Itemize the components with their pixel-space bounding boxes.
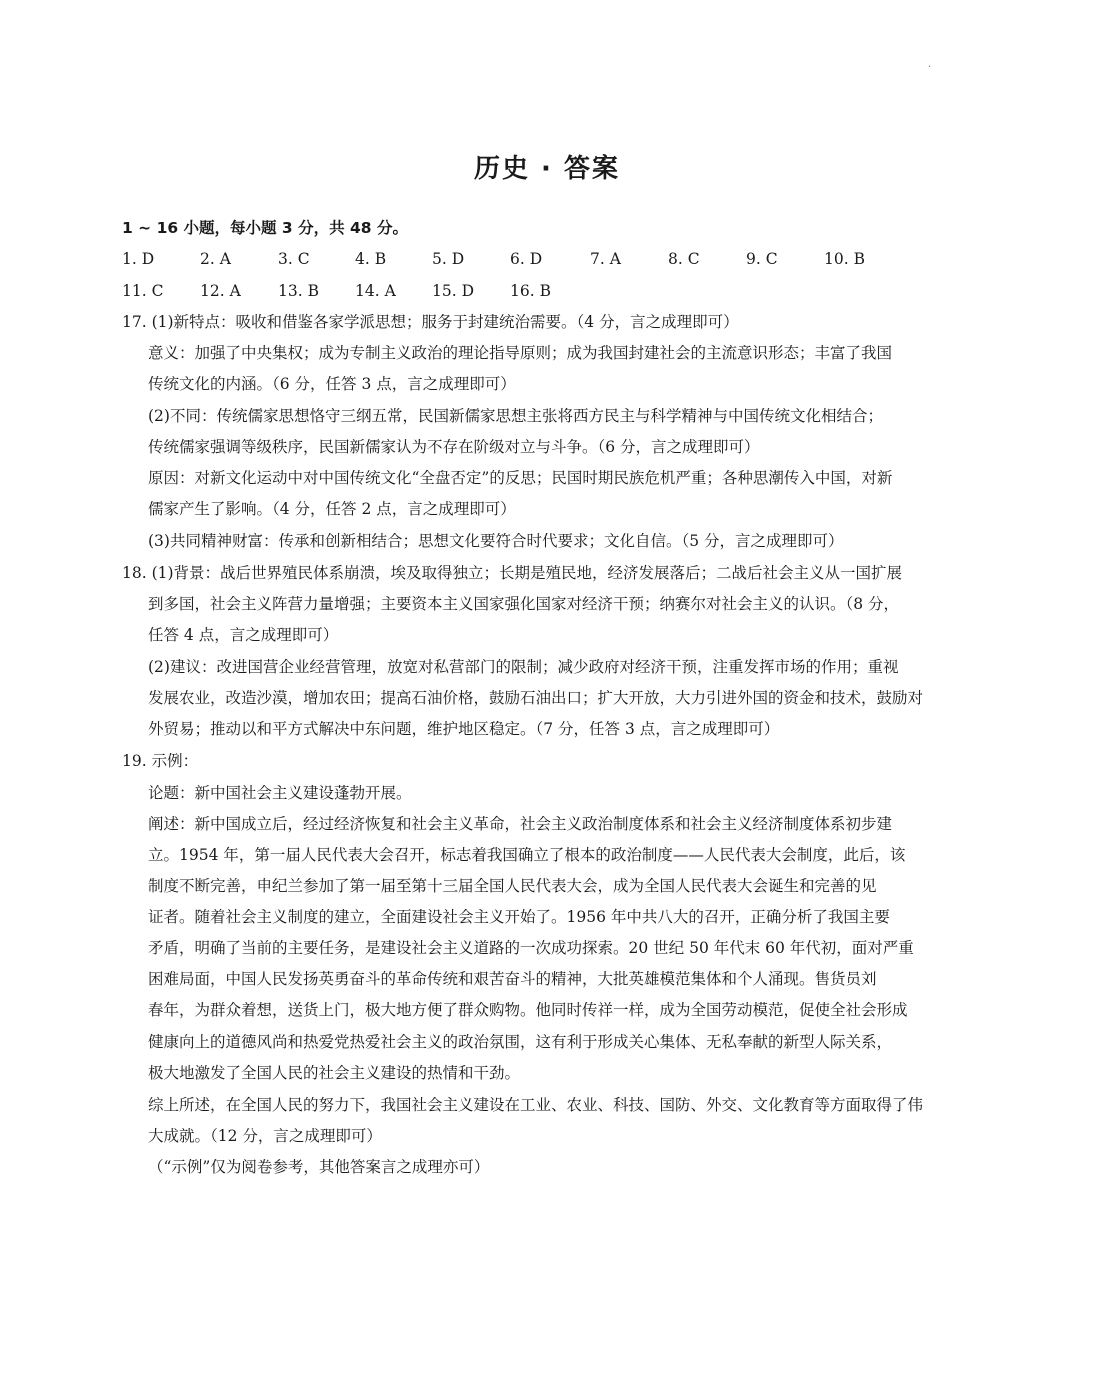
q18-part2-cont2: 外贸易；推动以和平方式解决中东问题，维护地区稳定。（7 分，任答 3 点，言之成理即可） (148, 720, 780, 738)
answer-item: 1. D (122, 250, 155, 268)
q19-body: 矛盾，明确了当前的主要任务，是建设社会主义道路的一次成功探索。20 世纪 50 年代末 60 年代初，面对严重 (148, 939, 914, 957)
q17-part2: (2)不同：传统儒家思想恪守三纲五常，民国新儒家思想主张将西方民主与科学精神与中国传统文化相结合； (148, 407, 883, 425)
section-header: 1 ~ 16 小题，每小题 3 分，共 48 分。 (122, 219, 408, 237)
q17-reason-cont: 儒家产生了影响。（4 分，任答 2 点，言之成理即可） (148, 500, 516, 518)
q18-part2-cont: 发展农业，改造沙漠，增加农田；提高石油价格，鼓励石油出口；扩大开放，大力引进外国的资金和技术，鼓励对 (148, 689, 924, 707)
answer-item: 13. B (278, 282, 319, 300)
q18-part1-cont: 到多国，社会主义阵营力量增强；主要资本主义国家强化国家对经济干预；纳赛尔对社会主义的认识。（8 分， (148, 595, 900, 613)
q19-conclusion: 综上所述，在全国人民的努力下，我国社会主义建设在工业、农业、科技、国防、外交、文化教育等方面取得了伟 (148, 1096, 924, 1114)
answer-item: 2. A (200, 250, 231, 268)
q17-part1: 17. (1)新特点：吸收和借鉴各家学派思想；服务于封建统治需要。（4 分，言之成理即可） (122, 313, 739, 331)
q19-body: 困难局面，中国人民发扬英勇奋斗的革命传统和艰苦奋斗的精神，大批英雄模范集体和个人涌现。售货员刘 (148, 970, 877, 988)
q19-conclusion-cont: 大成就。（12 分，言之成理即可） (148, 1127, 382, 1145)
corner-mark: · (928, 62, 932, 73)
q17-reason: 原因：对新文化运动中对中国传统文化“全盘否定”的反思；民国时期民族危机严重；各种思潮传入中国，对新 (148, 469, 893, 487)
q17-part3: (3)共同精神财富：传承和创新相结合；思想文化要符合时代要求；文化自信。（5 分，言之成理即可） (148, 532, 844, 550)
answer-item: 5. D (432, 250, 465, 268)
q19-body: 春年，为群众着想，送货上门，极大地方便了群众购物。他同时传祥一样，成为全国劳动模范，促使全社会形成 (148, 1001, 908, 1019)
answer-item: 14. A (355, 282, 396, 300)
answer-item: 4. B (355, 250, 387, 268)
answer-item: 9. C (746, 250, 778, 268)
q19-label: 19. 示例： (122, 752, 199, 770)
answer-item: 12. A (200, 282, 241, 300)
answer-item: 15. D (432, 282, 475, 300)
q19-thesis: 论题：新中国社会主义建设蓬勃开展。 (148, 784, 412, 802)
answer-item: 16. B (510, 282, 551, 300)
q19-body: 阐述：新中国成立后，经过经济恢复和社会主义革命，社会主义政治制度体系和社会主义经济制度体系初步建 (148, 815, 893, 833)
q19-body: 极大地激发了全国人民的社会主义建设的热情和干劲。 (148, 1064, 521, 1082)
answer-item: 6. D (510, 250, 543, 268)
q19-body: 立。1954 年，第一届人民代表大会召开，标志着我国确立了根本的政治制度——人民代表大会制度，此后，该 (148, 846, 906, 864)
answer-item: 7. A (590, 250, 621, 268)
q17-significance-cont: 传统文化的内涵。（6 分，任答 3 点，言之成理即可） (148, 375, 516, 393)
q17-significance: 意义：加强了中央集权；成为专制主义政治的理论指导原则；成为我国封建社会的主流意识形态；丰富了我国 (148, 344, 893, 362)
answer-item: 3. C (278, 250, 310, 268)
q18-part2: (2)建议：改进国营企业经营管理，放宽对私营部门的限制；减少政府对经济干预，注重发挥市场的作用；重视 (148, 658, 899, 676)
page-title: 历史 · 答案 (474, 154, 620, 184)
q17-part2-cont: 传统儒家强调等级秩序，民国新儒家认为不存在阶级对立与斗争。（6 分，言之成理即可） (148, 438, 760, 456)
q18-part1: 18. (1)背景：战后世界殖民体系崩溃，埃及取得独立；长期是殖民地，经济发展落后；二战后社会主义从一国扩展 (122, 564, 903, 582)
answer-item: 10. B (824, 250, 865, 268)
answer-item: 8. C (668, 250, 700, 268)
answer-item: 11. C (122, 282, 164, 300)
q18-part1-cont2: 任答 4 点，言之成理即可） (148, 626, 339, 644)
q19-body: 制度不断完善，申纪兰参加了第一届至第十三届全国人民代表大会，成为全国人民代表大会诞生和完善的见 (148, 877, 877, 895)
q19-body: 证者。随着社会主义制度的建立，全面建设社会主义开始了。1956 年中共八大的召开，正确分析了我国主要 (148, 908, 890, 926)
q19-note: （“示例”仅为阅卷参考，其他答案言之成理亦可） (148, 1158, 490, 1176)
q19-body: 健康向上的道德风尚和热爱党热爱社会主义的政治氛围，这有利于形成关心集体、无私奉献的新型人际关系， (148, 1033, 893, 1051)
